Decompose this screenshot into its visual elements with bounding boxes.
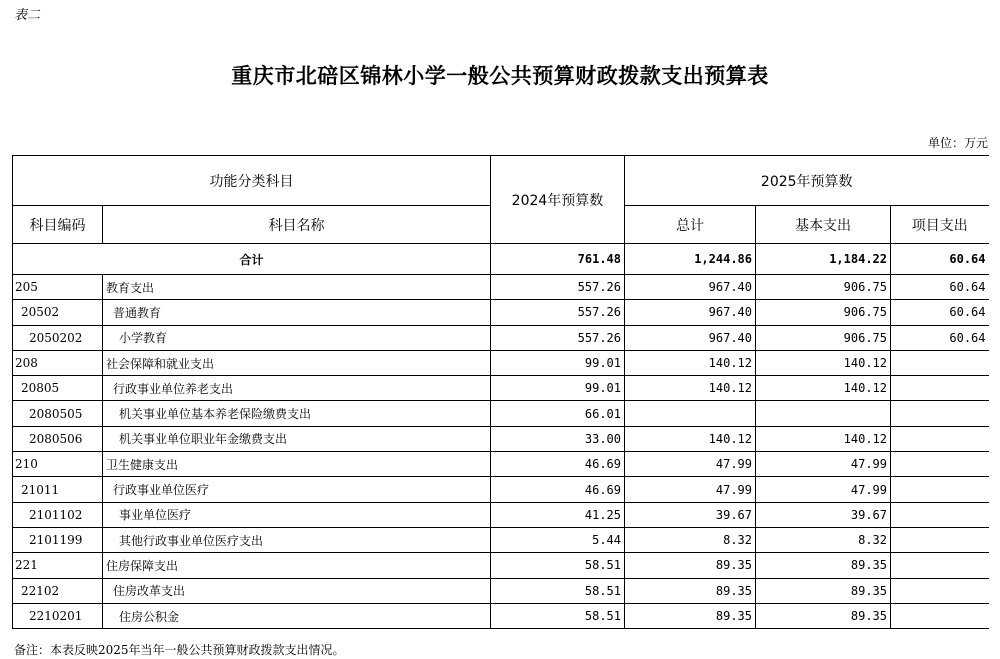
row-code: 208	[13, 350, 103, 375]
row-name: 机关事业单位职业年金缴费支出	[103, 426, 491, 451]
row-basic: 89.35	[756, 603, 891, 628]
row-basic: 906.75	[756, 325, 891, 350]
row-code: 2101199	[13, 527, 103, 552]
row-total: 967.40	[625, 325, 756, 350]
row-name: 其他行政事业单位医疗支出	[103, 527, 491, 552]
row-project: 60.64	[891, 300, 989, 325]
row-code: 22102	[13, 578, 103, 603]
table-row	[13, 275, 989, 300]
row-budget-2024: 557.26	[491, 275, 625, 300]
unit-label: 单位：万元	[927, 136, 988, 150]
table-label: 表二	[14, 8, 41, 23]
table-row	[13, 401, 989, 426]
row-budget-2024: 557.26	[491, 325, 625, 350]
row-budget-2024: 58.51	[491, 603, 625, 628]
row-total: 8.32	[625, 527, 756, 552]
row-total: 140.12	[625, 426, 756, 451]
row-name: 住房公积金	[103, 603, 491, 628]
header-project: 项目支出	[891, 206, 989, 244]
total-project: 60.64	[891, 244, 989, 275]
row-total: 47.99	[625, 452, 756, 477]
row-budget-2024: 46.69	[491, 452, 625, 477]
total-budget-2024: 761.48	[491, 244, 625, 275]
row-name: 行政事业单位养老支出	[103, 376, 491, 401]
table-row	[13, 477, 989, 502]
row-project	[891, 578, 989, 603]
row-name: 卫生健康支出	[103, 452, 491, 477]
footnote: 备注：本表反映2025年当年一般公共预算财政拨款支出情况。	[14, 643, 345, 657]
table-row	[13, 578, 989, 603]
row-total: 89.35	[625, 553, 756, 578]
row-project	[891, 452, 989, 477]
table-row	[13, 553, 989, 578]
row-total: 140.12	[625, 350, 756, 375]
row-name: 事业单位医疗	[103, 502, 491, 527]
row-code: 21011	[13, 477, 103, 502]
row-name: 住房保障支出	[103, 553, 491, 578]
row-name: 教育支出	[103, 275, 491, 300]
row-budget-2024: 99.01	[491, 350, 625, 375]
total-basic: 1,184.22	[756, 244, 891, 275]
row-code: 221	[13, 553, 103, 578]
page-title: 重庆市北碚区锦林小学一般公共预算财政拨款支出预算表	[231, 64, 769, 88]
table-row	[13, 325, 989, 350]
row-code: 20805	[13, 376, 103, 401]
row-total: 47.99	[625, 477, 756, 502]
budget-table	[12, 155, 989, 629]
row-basic: 140.12	[756, 376, 891, 401]
row-code: 2101102	[13, 502, 103, 527]
row-total: 967.40	[625, 300, 756, 325]
row-budget-2024: 557.26	[491, 300, 625, 325]
row-basic: 140.12	[756, 426, 891, 451]
row-total: 39.67	[625, 502, 756, 527]
row-project	[891, 502, 989, 527]
table-row	[13, 502, 989, 527]
row-code: 210	[13, 452, 103, 477]
row-project: 60.64	[891, 325, 989, 350]
row-budget-2024: 58.51	[491, 553, 625, 578]
row-code: 2080506	[13, 426, 103, 451]
row-project	[891, 477, 989, 502]
row-basic: 906.75	[756, 300, 891, 325]
row-code: 20502	[13, 300, 103, 325]
row-total: 967.40	[625, 275, 756, 300]
row-code: 2080505	[13, 401, 103, 426]
table-row	[13, 527, 989, 552]
row-budget-2024: 66.01	[491, 401, 625, 426]
row-project	[891, 527, 989, 552]
header-functional-category: 功能分类科目	[13, 156, 491, 206]
row-name: 住房改革支出	[103, 578, 491, 603]
row-project	[891, 553, 989, 578]
header-budget-2024: 2024年预算数	[491, 156, 625, 244]
row-basic: 89.35	[756, 553, 891, 578]
header-budget-2025: 2025年预算数	[625, 156, 989, 206]
row-code: 2050202	[13, 325, 103, 350]
row-budget-2024: 41.25	[491, 502, 625, 527]
row-total: 89.35	[625, 578, 756, 603]
row-project: 60.64	[891, 275, 989, 300]
total-total: 1,244.86	[625, 244, 756, 275]
row-code: 2210201	[13, 603, 103, 628]
total-row	[13, 244, 989, 275]
row-name: 行政事业单位医疗	[103, 477, 491, 502]
row-project	[891, 426, 989, 451]
row-budget-2024: 46.69	[491, 477, 625, 502]
header-name: 科目名称	[103, 206, 491, 244]
row-total: 140.12	[625, 376, 756, 401]
row-project	[891, 350, 989, 375]
row-basic: 906.75	[756, 275, 891, 300]
total-label: 合计	[13, 244, 491, 275]
row-code: 205	[13, 275, 103, 300]
row-name: 社会保障和就业支出	[103, 350, 491, 375]
row-name: 普通教育	[103, 300, 491, 325]
row-project	[891, 603, 989, 628]
row-basic: 89.35	[756, 578, 891, 603]
table-row	[13, 452, 989, 477]
row-project	[891, 401, 989, 426]
table-row	[13, 350, 989, 375]
row-budget-2024: 33.00	[491, 426, 625, 451]
row-budget-2024: 58.51	[491, 578, 625, 603]
row-basic: 47.99	[756, 452, 891, 477]
header-code: 科目编码	[13, 206, 103, 244]
row-budget-2024: 99.01	[491, 376, 625, 401]
header-total: 总计	[625, 206, 756, 244]
row-budget-2024: 5.44	[491, 527, 625, 552]
row-basic: 140.12	[756, 350, 891, 375]
row-project	[891, 376, 989, 401]
row-name: 机关事业单位基本养老保险缴费支出	[103, 401, 491, 426]
table-row	[13, 300, 989, 325]
header-basic: 基本支出	[756, 206, 891, 244]
table-row	[13, 603, 989, 628]
row-basic	[756, 401, 891, 426]
table-row	[13, 426, 989, 451]
table-row	[13, 376, 989, 401]
row-basic: 39.67	[756, 502, 891, 527]
row-total: 89.35	[625, 603, 756, 628]
row-basic: 8.32	[756, 527, 891, 552]
row-total	[625, 401, 756, 426]
row-basic: 47.99	[756, 477, 891, 502]
row-name: 小学教育	[103, 325, 491, 350]
